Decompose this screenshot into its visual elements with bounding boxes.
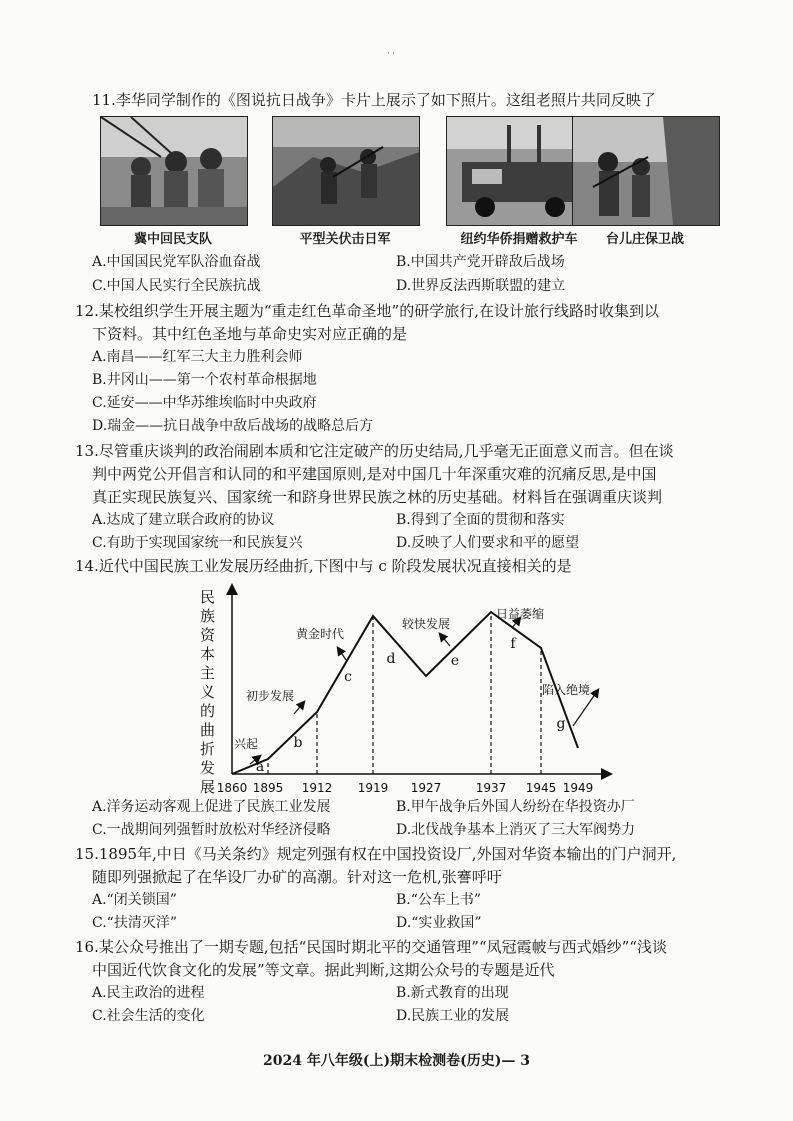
segment-label-a: a <box>255 759 265 775</box>
photo-hui-detachment <box>100 116 248 226</box>
caption-3: 纽约华侨捐赠救护车 <box>460 232 578 247</box>
x-tick-1895: 1895 <box>252 781 284 795</box>
q16-stem-1: 16.某公众号推出了一期专题,包括“民国时期北平的交通管理”“凤冠霞帔与西式婚纱”“浅谈 <box>75 938 667 956</box>
x-tick-1945: 1945 <box>525 781 557 795</box>
caption-1: 冀中回民支队 <box>133 232 212 247</box>
q15-option-d: D.“实业救国” <box>396 915 482 931</box>
stage-arrow-2 <box>294 702 304 714</box>
q11-stem: 11.李华同学制作的《图说抗日战争》卡片上展示了如下照片。这组老照片共同反映了 <box>92 91 656 109</box>
q13-option-d: D.反映了人们要求和平的愿望 <box>396 535 580 551</box>
q13-stem-1: 13.尽管重庆谈判的政治闹剧本质和它注定破产的历史结局,几乎毫无正面意义而言。但在谈 <box>75 442 674 460</box>
segment-label-d: d <box>386 651 396 667</box>
q11-option-a: A.中国国民党军队浴血奋战 <box>92 254 261 270</box>
chart-ylabel: 民族资本主义的曲折发展 <box>200 588 216 796</box>
q16-option-b: B.新式教育的出现 <box>396 985 509 1001</box>
q15-option-b: B.“公车上书” <box>396 892 482 908</box>
stage-annotation-4: 较快发展 <box>401 617 451 631</box>
caption-4: 台儿庄保卫战 <box>605 232 684 247</box>
stage-annotation-1: 兴起 <box>233 737 259 751</box>
q12-option-a: A.南昌——红军三大主力胜利会师 <box>92 349 303 365</box>
q13-option-c: C.有助于实现国家统一和民族复兴 <box>92 535 303 551</box>
segment-label-b: b <box>293 735 303 751</box>
stage-annotation-2: 初步发展 <box>245 689 295 703</box>
stage-annotation-3: 黄金时代 <box>295 627 345 641</box>
q12-stem-1: 12.某校组织学生开展主题为“重走红色革命圣地”的研学旅行,在设计旅行线路时收集到以 <box>75 302 659 320</box>
q14-option-c: C.一战期间列强暂时放松对华经济侵略 <box>92 822 331 838</box>
stage-arrow-4 <box>440 634 450 646</box>
q13-stem-2: 判中两党公开倡言和认同的和平建国原则,是对中国几十年深重灾难的沉痛反思,是中国 <box>92 465 657 483</box>
q16-option-a: A.民主政治的进程 <box>92 985 205 1001</box>
q12-stem-2: 下资料。其中红色圣地与革命史实对应正确的是 <box>92 325 408 343</box>
q15-stem-2: 随即列强掀起了在华设厂办矿的高潮。针对这一危机,张謇呼吁 <box>92 868 502 886</box>
q15-option-a: A.“闭关锁国” <box>92 892 177 908</box>
q14-option-a: A.洋务运动客观上促进了民族工业发展 <box>92 799 331 815</box>
photo-pingxingguan <box>272 116 420 226</box>
x-tick-1949: 1949 <box>562 781 594 795</box>
q12-option-d: D.瑞金——抗日战争中敌后战场的战略总后方 <box>92 418 374 434</box>
stage-annotation-6: 陷入绝境 <box>541 683 591 697</box>
industry-development-chart <box>190 578 630 800</box>
segment-label-e: e <box>450 653 460 669</box>
x-tick-1927: 1927 <box>410 781 442 795</box>
q11-option-b: B.中国共产党开辟敌后战场 <box>396 254 565 270</box>
q16-stem-2: 中国近代饮食文化的发展”等文章。据此判断,这期公众号的专题是近代 <box>92 961 555 979</box>
q11-option-d: D.世界反法西斯联盟的建立 <box>396 278 566 294</box>
q13-option-b: B.得到了全面的贯彻和落实 <box>396 512 565 528</box>
q12-option-b: B.井冈山——第一个农村革命根据地 <box>92 372 317 388</box>
q13-option-a: A.达成了建立联合政府的协议 <box>92 512 275 528</box>
q15-option-c: C.“扶清灭洋” <box>92 915 177 931</box>
q16-option-c: C.社会生活的变化 <box>92 1008 205 1024</box>
x-tick-1919: 1919 <box>357 781 389 795</box>
q14-option-d: D.北伐战争基本上消灭了三大军阀势力 <box>396 822 636 838</box>
q11-option-c: C.中国人民实行全民族抗战 <box>92 278 261 294</box>
q13-stem-3: 真正实现民族复兴、国家统一和跻身世界民族之林的历史基础。材料旨在强调重庆谈判 <box>92 488 663 506</box>
caption-2: 平型关伏击日军 <box>299 232 391 247</box>
page-footer: 2024 年八年级(上)期末检测卷(历史)— 3 <box>263 1053 530 1069</box>
q14-stem: 14.近代中国民族工业发展历经曲折,下图中与 c 阶段发展状况直接相关的是 <box>75 557 572 575</box>
x-tick-1937: 1937 <box>475 781 507 795</box>
q14-option-b: B.甲午战争后外国人纷纷在华投资办厂 <box>396 799 635 815</box>
x-tick-1860: 1860 <box>216 781 248 795</box>
stage-arrow-3 <box>338 648 346 660</box>
q12-option-c: C.延安——中华苏维埃临时中央政府 <box>92 395 317 411</box>
x-tick-1912: 1912 <box>301 781 333 795</box>
q16-option-d: D.民族工业的发展 <box>396 1008 510 1024</box>
segment-label-f: f <box>510 636 516 652</box>
photo-taierzhuang <box>572 116 720 226</box>
scan-speck: ˙˙ <box>386 52 396 63</box>
segment-label-c: c <box>344 669 352 685</box>
segment-label-g: g <box>556 716 566 732</box>
q15-stem-1: 15.1895年,中日《马关条约》规定列强有权在中国投资设厂,外国对华资本输出的门户洞开, <box>75 845 677 863</box>
stage-annotation-5: 日益萎缩 <box>495 607 545 621</box>
